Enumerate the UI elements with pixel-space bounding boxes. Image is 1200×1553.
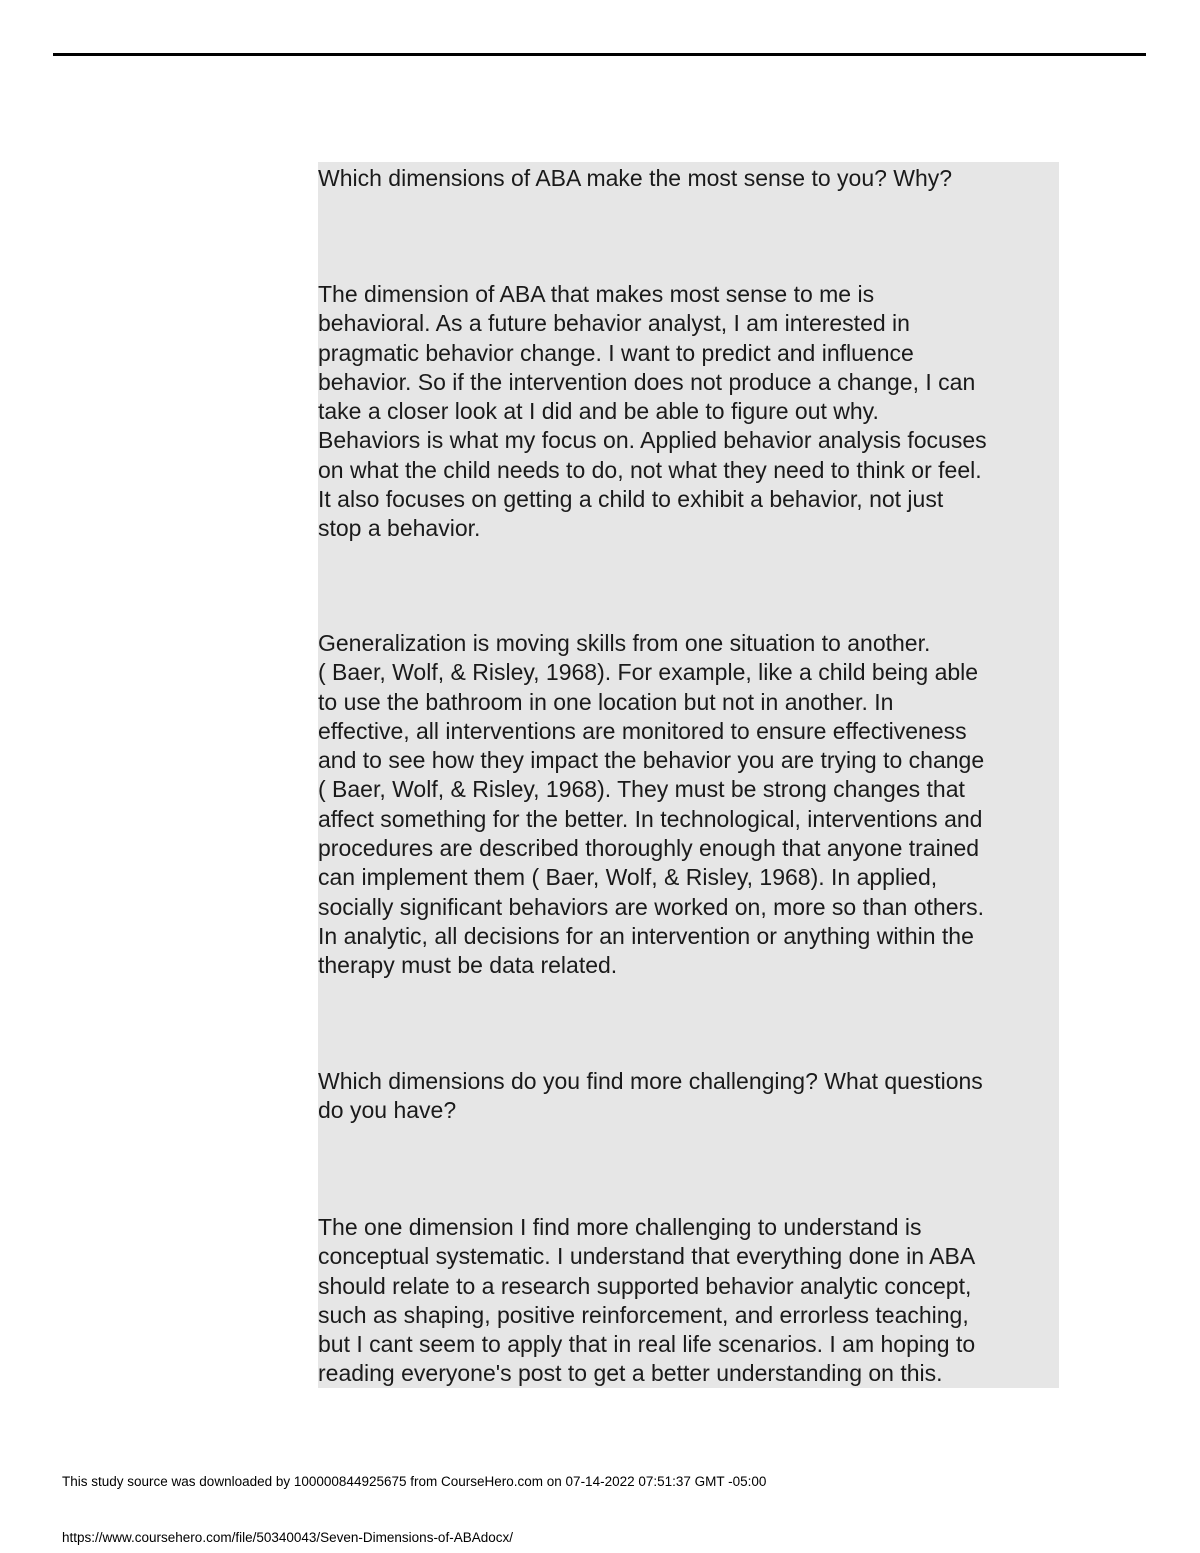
question-1: Which dimensions of ABA make the most sense to you? Why? — [318, 165, 953, 191]
question-2: Which dimensions do you find more challenging? What questions do you have? — [318, 1068, 983, 1124]
download-source-note: This study source was downloaded by 100000844925675 from CourseHero.com on 07-14-2022 07:51:37 GMT -05:00 — [62, 1474, 767, 1489]
answer-1-paragraph: The dimension of ABA that makes most sense to me is behavioral. As a future behavior analyst, I am interested in pragmatic behavior change. I want to predict and influence behavior. So if the intervention does not produce a change, I can take a closer look at I did and be able to figure out why. Behaviors is what my focus on. Applied behavior analysis focuses on what the child needs to do, not what they need to think or feel. It also focuses on getting a child to exhibit a behavior, not just stop a behavior. — [318, 281, 987, 542]
answer-3-paragraph: The one dimension I find more challenging to understand is conceptual systematic. I understand that everything done in ABA should relate to a research supported behavior analytic concept, such as shaping, positive reinforcement, and errorless teaching, but I cant seem to apply that in real life scenarios. I am hoping to reading everyone's post to get a better understanding on this. — [318, 1214, 976, 1387]
source-url-link[interactable]: https://www.coursehero.com/file/50340043/Seven-Dimensions-of-ABAdocx/ — [62, 1530, 513, 1545]
answer-2-paragraph: Generalization is moving skills from one situation to another. ( Baer, Wolf, & Risley, 1968). For example, like a child being able to use the bathroom in one location but not in another. In effective, all interventions are monitored to ensure effectiveness and to see how they impact the behavior you are trying to change ( Baer, Wolf, & Risley, 1968). They must be strong changes that affect something for the better. In technological, interventions and procedures are described thoroughly enough that anyone trained can implement them ( Baer, Wolf, & Risley, 1968). In applied, socially significant behaviors are worked on, more so than others. In analytic, all decisions for an intervention or anything within the therapy must be data related. — [318, 630, 985, 979]
top-divider — [53, 53, 1146, 56]
